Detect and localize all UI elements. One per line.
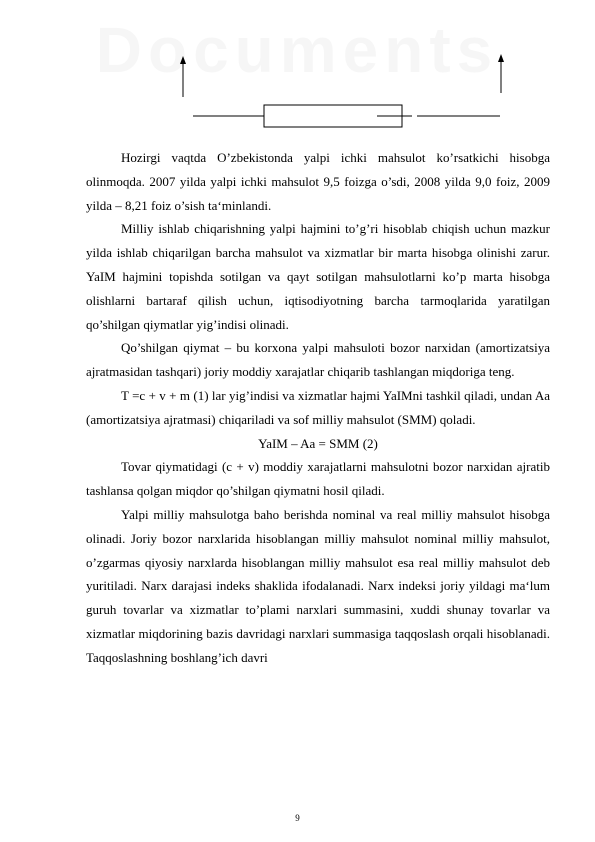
paragraph-added-value: Qo’shilgan qiymat – bu korxona yalpi mahsuloti bozor narxidan (amortizatsiya ajratmasidan tashqari) joriy moddiy xarajatlar chiqarib tashlangan miqdoriga teng. <box>86 340 550 380</box>
paragraph-national-production: Milliy ishlab chiqarishning yalpi hajmini to’g’ri hisoblab chiqish uchun mazkur yilda ishlab chiqarilgan barcha mahsulot va xizmatlar bir marta hisobga olinishi zarur. YaIM hajmini topishda sotilgan va qayt sotilgan mahsulotlarni ko’p marta hisobga olishlarni bartaraf qilish uchun, iqtisodiyotning barcha tarmoqlarida yaratilgan qo’shilgan qiymatlar yig’indisi olinadi. <box>86 221 550 332</box>
watermark-text: Documents <box>95 14 499 86</box>
paragraph-gdp-growth: Hozirgi vaqtda O’zbekistonda yalpi ichki mahsulot ko’rsatkichi hisobga olinmoqda. 2007 yilda yalpi ichki mahsulot 9,5 foizga o’sdi, 2008 yilda 9,0 foiz, 2009 yilda – 8,21 foiz o’sish ta‘minlandi. <box>86 150 550 213</box>
paragraph-nominal-real: Yalpi milliy mahsulotga baho berishda nominal va real milliy mahsulot hisobga olinadi. Joriy bozor narxlarida hisoblangan milliy mahsulot nominal milliy mahsulot, o’zgarmas qiyosiy narxlarda hisoblangan milliy mahsulot esa real milliy mahsulot deb yuritiladi. Narx darajasi indeks shaklida ifodalanadi. Narx indeksi joriy yildagi ma‘lum guruh tovarlar va xizmatlar to’plami narxlari summasini, xuddi shunay tovarlar va xizmatlar miqdorining bazis davridagi narxlari summasiga taqqoslash orqali hisoblanadi. Taqqoslashning boshlang’ich davri <box>86 506 550 665</box>
right-arrowhead-icon <box>498 54 504 62</box>
page-number: 9 <box>295 813 300 823</box>
paragraph-formula-1: T =c + v + m (1) lar yig’indisi va xizmatlar hajmi YaIMni tashkil qiladi, undan Aa (amortizatsiya ajratmasi) chiqariladi va sof milliy mahsulot (SMM) qoladi. <box>86 387 550 427</box>
paragraph-material-costs: Tovar qiymatidagi (c + v) moddiy xarajatlarni mahsulotni bozor narxidan ajratib tashlansa qolgan miqdor qo’shilgan qiymatni hosil qiladi. <box>86 459 550 499</box>
left-arrowhead-icon <box>180 56 186 64</box>
diagram-fragment <box>0 0 595 140</box>
formula-2: YaIM – Aa = SMM (2) <box>258 435 378 451</box>
document-body <box>86 146 550 670</box>
